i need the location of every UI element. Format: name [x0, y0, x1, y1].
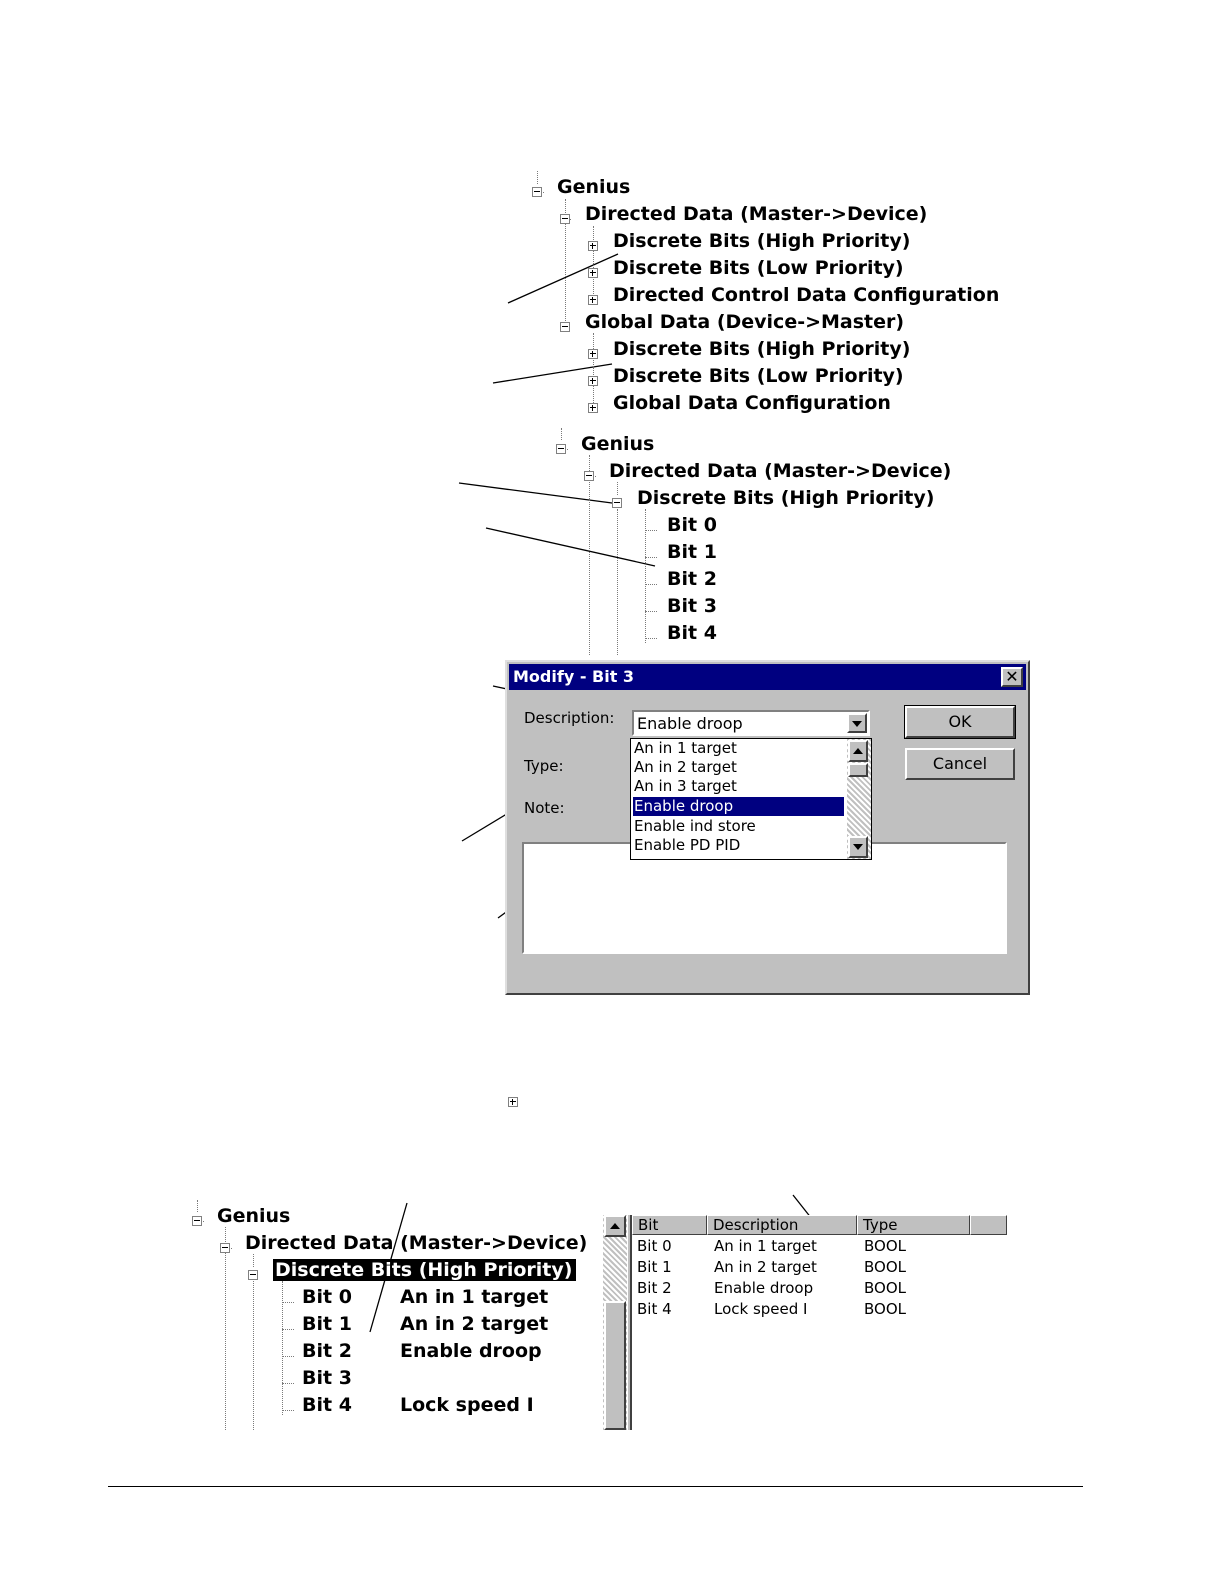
cancel-button[interactable]: Cancel	[905, 748, 1015, 780]
note-label: Note:	[524, 799, 565, 817]
tree-node-bit[interactable]: Bit 4	[302, 1394, 352, 1416]
tree-scrollbar[interactable]	[603, 1215, 627, 1430]
scroll-thumb[interactable]	[604, 1301, 626, 1430]
tree-node-directed-high[interactable]: Discrete Bits (High Priority)	[613, 230, 911, 252]
tree-node-bit[interactable]: Bit 4	[667, 622, 717, 644]
chevron-up-icon	[610, 1223, 620, 1229]
expand-toggle-icon[interactable]	[588, 268, 598, 278]
tree-node-directed-low[interactable]: Discrete Bits (Low Priority)	[613, 257, 904, 279]
cell-type: BOOL	[864, 1300, 906, 1318]
bit-list-view	[632, 1215, 1007, 1430]
dropdown-option[interactable]: An in 2 target	[634, 758, 737, 776]
cell-description: An in 1 target	[714, 1237, 817, 1255]
expand-toggle-icon[interactable]	[588, 241, 598, 251]
column-header-type[interactable]: Type	[857, 1215, 970, 1235]
scroll-thumb[interactable]	[848, 763, 868, 777]
cell-description: An in 2 target	[714, 1258, 817, 1276]
tree-node-genius[interactable]: Genius	[581, 433, 655, 455]
chevron-down-icon	[853, 844, 863, 850]
cell-type: BOOL	[864, 1279, 906, 1297]
cell-description: Lock speed I	[714, 1300, 808, 1318]
dialog-title-bar	[509, 664, 1026, 690]
tree-node-genius[interactable]: Genius	[557, 176, 631, 198]
tree-node-directed-data[interactable]: Directed Data (Master->Device)	[609, 460, 952, 482]
cell-bit: Bit 4	[637, 1300, 672, 1318]
expand-toggle-icon[interactable]	[588, 295, 598, 305]
dropdown-option-selected[interactable]: Enable droop	[633, 797, 844, 816]
tree-node-bit[interactable]: Bit 0	[302, 1286, 352, 1308]
dropdown-scrollbar[interactable]	[847, 739, 871, 859]
scroll-down-button[interactable]	[848, 836, 868, 858]
tree-node-bit[interactable]: Bit 2	[667, 568, 717, 590]
description-combobox[interactable]	[632, 710, 870, 736]
tree-node-directed-high[interactable]: Discrete Bits (High Priority)	[637, 487, 935, 509]
expand-toggle-icon[interactable]	[588, 403, 598, 413]
tree-node-global-low[interactable]: Discrete Bits (Low Priority)	[613, 365, 904, 387]
tree-node-bit[interactable]: Bit 3	[302, 1367, 352, 1389]
description-value: Enable droop	[637, 714, 743, 733]
collapse-toggle-icon[interactable]	[532, 187, 542, 197]
tree-node-directed-data[interactable]: Directed Data (Master->Device)	[245, 1232, 588, 1254]
column-header-empty	[970, 1215, 1007, 1235]
type-label: Type:	[524, 757, 564, 775]
tree-node-directed-data[interactable]: Directed Data (Master->Device)	[585, 203, 928, 225]
modify-dialog	[505, 660, 1030, 995]
collapse-toggle-icon[interactable]	[556, 444, 566, 454]
collapse-toggle-icon[interactable]	[192, 1216, 202, 1226]
tree-node-bit[interactable]: Bit 1	[667, 541, 717, 563]
close-button[interactable]	[1001, 667, 1023, 687]
cell-description: Enable droop	[714, 1279, 814, 1297]
tree-node-bit[interactable]: Bit 0	[667, 514, 717, 536]
cell-bit: Bit 1	[637, 1258, 672, 1276]
dialog-title: Modify - Bit 3	[513, 667, 635, 686]
description-label: Description:	[524, 709, 615, 727]
bit-description: An in 2 target	[400, 1313, 549, 1335]
collapse-toggle-icon[interactable]	[248, 1270, 258, 1280]
tree-node-bit[interactable]: Bit 1	[302, 1313, 352, 1335]
chevron-down-icon	[852, 721, 862, 727]
dropdown-option[interactable]: Enable PD PID	[634, 836, 741, 854]
cell-bit: Bit 2	[637, 1279, 672, 1297]
page-footer-rule	[108, 1486, 1083, 1487]
tree-node-bit[interactable]: Bit 3	[667, 595, 717, 617]
dropdown-option[interactable]: An in 3 target	[634, 777, 737, 795]
collapse-toggle-icon[interactable]	[560, 322, 570, 332]
expand-icon	[508, 1097, 518, 1107]
tree-node-directed-config[interactable]: Directed Control Data Configuration	[613, 284, 1000, 306]
bit-description: Enable droop	[400, 1340, 542, 1362]
collapse-toggle-icon[interactable]	[612, 498, 622, 508]
close-icon: ✕	[1005, 667, 1019, 686]
chevron-up-icon	[853, 748, 863, 754]
tree-node-global-high[interactable]: Discrete Bits (High Priority)	[613, 338, 911, 360]
scroll-up-button[interactable]	[848, 740, 868, 762]
tree-node-bit[interactable]: Bit 2	[302, 1340, 352, 1362]
collapse-toggle-icon[interactable]	[560, 214, 570, 224]
bit-description: Lock speed I	[400, 1394, 534, 1416]
cell-type: BOOL	[864, 1237, 906, 1255]
dropdown-option[interactable]: An in 1 target	[634, 739, 737, 757]
tree-node-global-config[interactable]: Global Data Configuration	[613, 392, 891, 414]
tree-node-directed-high-selected[interactable]: Discrete Bits (High Priority)	[273, 1259, 576, 1281]
tree-node-genius[interactable]: Genius	[217, 1205, 291, 1227]
cell-type: BOOL	[864, 1258, 906, 1276]
ok-button[interactable]: OK	[905, 706, 1015, 738]
collapse-toggle-icon[interactable]	[220, 1243, 230, 1253]
column-header-bit[interactable]: Bit	[632, 1215, 707, 1235]
expand-toggle-icon[interactable]	[588, 349, 598, 359]
collapse-toggle-icon[interactable]	[584, 471, 594, 481]
scroll-up-button[interactable]	[604, 1215, 626, 1237]
column-header-description[interactable]: Description	[707, 1215, 857, 1235]
dropdown-option[interactable]: Enable ind store	[634, 817, 756, 835]
cell-bit: Bit 0	[637, 1237, 672, 1255]
dropdown-arrow-button[interactable]	[847, 713, 867, 733]
description-dropdown-list	[630, 738, 872, 860]
expand-toggle-icon[interactable]	[588, 376, 598, 386]
bit-description: An in 1 target	[400, 1286, 549, 1308]
tree-node-global-data[interactable]: Global Data (Device->Master)	[585, 311, 905, 333]
